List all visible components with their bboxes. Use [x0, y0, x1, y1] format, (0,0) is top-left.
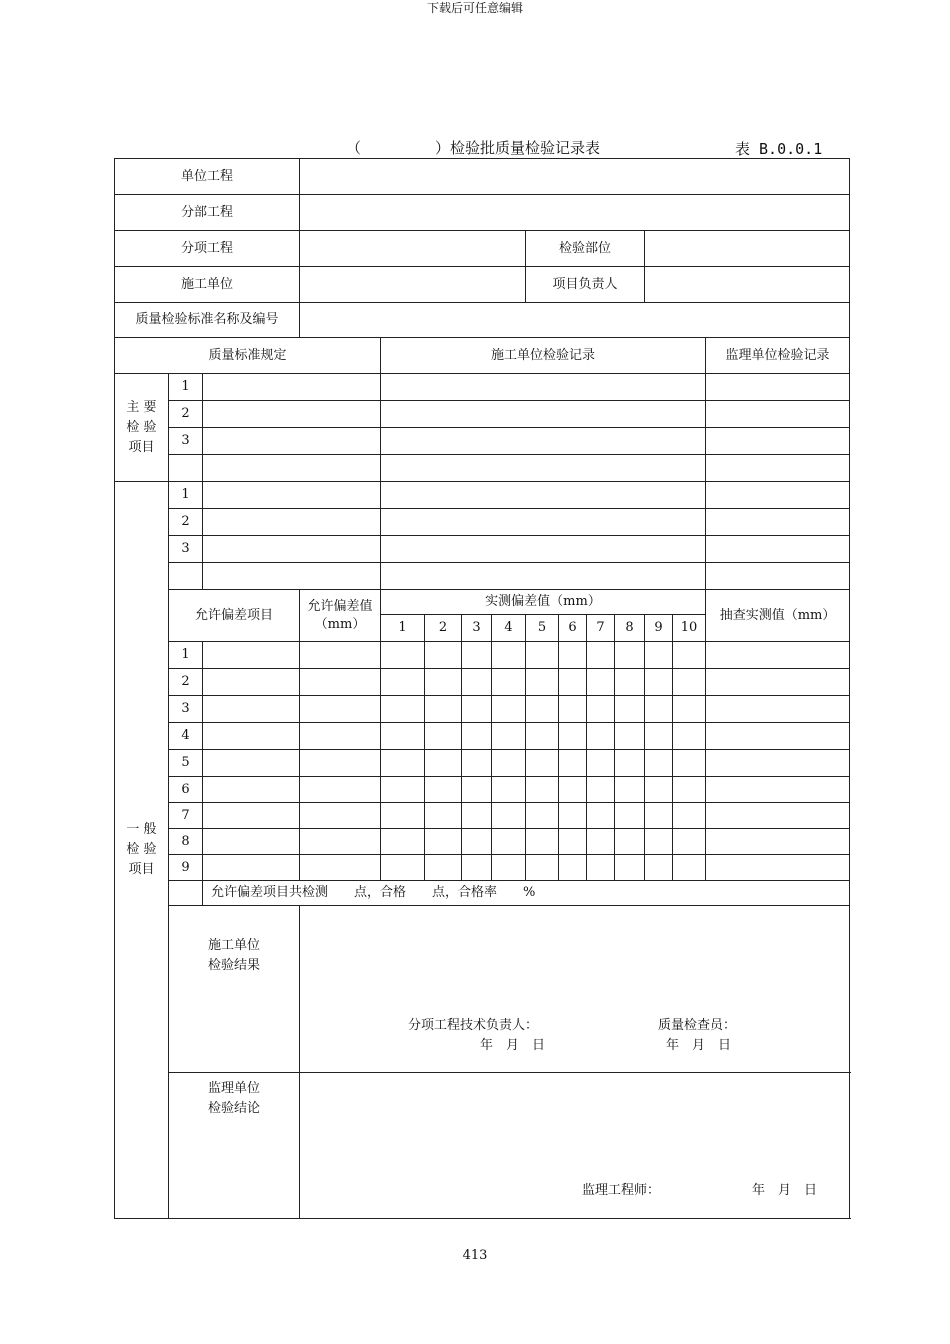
measured-cell[interactable]	[673, 669, 706, 696]
tolerance-item-cell[interactable]	[203, 855, 300, 881]
sample-cell[interactable]	[706, 642, 850, 669]
summary-number-blank	[169, 881, 203, 906]
measured-col: 2	[425, 615, 462, 642]
field-inspect-location[interactable]	[645, 231, 850, 267]
measured-cell[interactable]	[673, 696, 706, 723]
measured-cell[interactable]	[492, 750, 526, 777]
general-item-supervision[interactable]	[706, 536, 850, 563]
header-tolerance-value	[300, 590, 381, 642]
main-item-supervision[interactable]	[706, 428, 850, 455]
sample-cell[interactable]	[706, 829, 850, 855]
measured-cell[interactable]	[673, 803, 706, 829]
measured-cell[interactable]	[559, 829, 587, 855]
measured-col: 3	[462, 615, 492, 642]
general-item-standard[interactable]	[203, 563, 381, 590]
tolerance-summary: 允许偏差项目共检测 点，合格 点，合格率 %	[203, 881, 850, 906]
measured-cell[interactable]	[587, 803, 615, 829]
measured-cell[interactable]	[673, 777, 706, 803]
sample-cell[interactable]	[706, 803, 850, 829]
qc-date: 年 月 日	[666, 1038, 732, 1053]
general-label-line: 项目	[128, 862, 155, 877]
row-section-header	[115, 338, 850, 374]
tolerance-value-cell[interactable]	[300, 723, 381, 750]
label-unit-project: 单位工程	[115, 159, 300, 195]
measured-cell[interactable]	[492, 669, 526, 696]
general-items-label	[115, 482, 169, 1219]
measured-cell[interactable]	[425, 829, 462, 855]
form-code: 表 B.0.0.1	[735, 140, 823, 158]
general-item-standard[interactable]	[203, 536, 381, 563]
general-item-number: 1	[169, 482, 203, 509]
measured-cell[interactable]	[587, 696, 615, 723]
measured-cell[interactable]	[526, 750, 559, 777]
main-item-row	[115, 455, 850, 482]
construction-result-row	[115, 906, 850, 1073]
measured-cell[interactable]	[559, 642, 587, 669]
field-item-project[interactable]	[300, 231, 526, 267]
form-title	[346, 137, 600, 158]
qc-signature: 质量检查员：	[658, 1018, 737, 1033]
sample-cell[interactable]	[706, 723, 850, 750]
sample-cell[interactable]	[706, 777, 850, 803]
construction-result-label	[169, 906, 300, 1073]
measured-cell[interactable]	[645, 723, 673, 750]
label-construction-unit: 施工单位	[115, 267, 300, 303]
measured-cell[interactable]	[559, 777, 587, 803]
measured-cell[interactable]	[381, 723, 425, 750]
measured-cell[interactable]	[645, 777, 673, 803]
measured-cell[interactable]	[492, 803, 526, 829]
construction-result-label-line: 检验结果	[207, 958, 260, 973]
measured-cell[interactable]	[381, 829, 425, 855]
row-unit-project	[115, 159, 850, 195]
inspection-record-table	[114, 158, 850, 1219]
label-inspect-location: 检验部位	[526, 231, 645, 267]
tolerance-item-cell[interactable]	[203, 669, 300, 696]
row-standard-name	[115, 303, 850, 338]
measured-cell[interactable]	[587, 642, 615, 669]
measured-cell[interactable]	[645, 855, 673, 881]
measured-cell[interactable]	[673, 855, 706, 881]
summary-row	[115, 881, 850, 906]
field-unit-project[interactable]	[300, 159, 850, 195]
measured-cell[interactable]	[587, 669, 615, 696]
main-item-row	[115, 428, 850, 455]
main-item-construction[interactable]	[381, 401, 706, 428]
general-item-standard[interactable]	[203, 482, 381, 509]
label-standard-name: 质量检验标准名称及编号	[115, 303, 300, 338]
measured-col: 6	[559, 615, 587, 642]
measured-cell[interactable]	[559, 723, 587, 750]
tolerance-value-cell[interactable]	[300, 803, 381, 829]
tolerance-number: 8	[169, 829, 203, 855]
measured-cell[interactable]	[559, 803, 587, 829]
main-item-construction[interactable]	[381, 428, 706, 455]
measured-cell[interactable]	[462, 777, 492, 803]
measured-cell[interactable]	[462, 669, 492, 696]
tolerance-number: 2	[169, 669, 203, 696]
measured-cell[interactable]	[492, 696, 526, 723]
field-sub-project[interactable]	[300, 195, 850, 231]
construction-result-label-line: 施工单位	[207, 938, 260, 953]
measured-cell[interactable]	[492, 777, 526, 803]
general-label-line: 一 般	[126, 822, 157, 837]
tolerance-row	[115, 750, 850, 777]
general-item-construction[interactable]	[381, 509, 706, 536]
main-item-row	[115, 401, 850, 428]
measured-cell[interactable]	[645, 750, 673, 777]
general-label-line: 检 验	[126, 842, 157, 857]
measured-cell[interactable]	[381, 696, 425, 723]
tolerance-value-cell[interactable]	[300, 855, 381, 881]
main-item-standard[interactable]	[203, 428, 381, 455]
construction-result-field[interactable]	[300, 906, 850, 1073]
measured-cell[interactable]	[673, 642, 706, 669]
supervision-conclusion-label-line: 监理单位	[207, 1081, 260, 1096]
tech-lead-date: 年 月 日	[480, 1038, 546, 1053]
general-item-row	[115, 509, 850, 536]
measured-cell[interactable]	[492, 642, 526, 669]
measured-col: 7	[587, 615, 615, 642]
measured-cell[interactable]	[462, 829, 492, 855]
tolerance-item-cell[interactable]	[203, 723, 300, 750]
measured-cell[interactable]	[615, 750, 645, 777]
supervision-conclusion-row	[115, 1073, 850, 1219]
tolerance-value-line: （mm）	[314, 616, 366, 632]
main-item-standard[interactable]	[203, 455, 381, 482]
measured-cell[interactable]	[425, 855, 462, 881]
measured-cell[interactable]	[462, 642, 492, 669]
measured-cell[interactable]	[615, 829, 645, 855]
tech-lead-signature: 分项工程技术负责人：	[408, 1018, 539, 1033]
tolerance-value-cell[interactable]	[300, 829, 381, 855]
measured-cell[interactable]	[615, 642, 645, 669]
measured-cell[interactable]	[492, 855, 526, 881]
measured-cell[interactable]	[526, 669, 559, 696]
general-item-construction[interactable]	[381, 563, 706, 590]
tolerance-number: 7	[169, 803, 203, 829]
measured-cell[interactable]	[381, 777, 425, 803]
title-text: ）检验批质量检验记录表	[435, 139, 601, 157]
tolerance-row	[115, 642, 850, 669]
header-tolerance-item: 允许偏差项目	[169, 590, 300, 642]
general-item-number: 2	[169, 509, 203, 536]
measured-cell[interactable]	[615, 696, 645, 723]
measured-cell[interactable]	[615, 777, 645, 803]
row-construction-unit	[115, 267, 850, 303]
general-item-number	[169, 563, 203, 590]
tolerance-header-row	[115, 590, 850, 615]
sample-cell[interactable]	[706, 750, 850, 777]
measured-cell[interactable]	[587, 723, 615, 750]
measured-col: 1	[381, 615, 425, 642]
measured-cell[interactable]	[381, 642, 425, 669]
tolerance-item-cell[interactable]	[203, 696, 300, 723]
general-item-row	[115, 563, 850, 590]
measured-col: 4	[492, 615, 526, 642]
tolerance-value-cell[interactable]	[300, 642, 381, 669]
measured-cell[interactable]	[425, 777, 462, 803]
main-label-line: 主 要	[126, 399, 157, 415]
measured-col: 10	[673, 615, 706, 642]
header-measured-deviation: 实测偏差值（mm）	[381, 590, 706, 615]
general-item-standard[interactable]	[203, 509, 381, 536]
label-project-manager: 项目负责人	[526, 267, 645, 303]
measured-cell[interactable]	[462, 803, 492, 829]
measured-cell[interactable]	[526, 829, 559, 855]
main-item-supervision[interactable]	[706, 455, 850, 482]
measured-cell[interactable]	[425, 723, 462, 750]
measured-cell[interactable]	[587, 829, 615, 855]
tolerance-number: 3	[169, 696, 203, 723]
measured-cell[interactable]	[381, 803, 425, 829]
header-standard: 质量标准规定	[115, 338, 381, 374]
tolerance-row	[115, 803, 850, 829]
tolerance-value-cell[interactable]	[300, 696, 381, 723]
measured-cell[interactable]	[526, 803, 559, 829]
measured-cell[interactable]	[526, 855, 559, 881]
tolerance-row	[115, 669, 850, 696]
tolerance-row	[115, 696, 850, 723]
measured-cell[interactable]	[425, 669, 462, 696]
tolerance-item-cell[interactable]	[203, 829, 300, 855]
tolerance-value-cell[interactable]	[300, 777, 381, 803]
main-item-supervision[interactable]	[706, 374, 850, 401]
tolerance-number: 5	[169, 750, 203, 777]
tolerance-row	[115, 855, 850, 881]
row-sub-project	[115, 195, 850, 231]
main-item-standard[interactable]	[203, 401, 381, 428]
page-number: 413	[462, 1248, 488, 1263]
header-sample-value: 抽查实测值（mm）	[706, 590, 850, 642]
measured-cell[interactable]	[492, 723, 526, 750]
measured-cell[interactable]	[645, 642, 673, 669]
tolerance-value-cell[interactable]	[300, 669, 381, 696]
tolerance-value-cell[interactable]	[300, 750, 381, 777]
tolerance-item-cell[interactable]	[203, 750, 300, 777]
title-open-paren: （	[346, 139, 362, 157]
supervision-conclusion-field[interactable]	[300, 1073, 850, 1219]
main-item-number: 2	[169, 401, 203, 428]
measured-cell[interactable]	[559, 750, 587, 777]
tolerance-item-cell[interactable]	[203, 803, 300, 829]
measured-cell[interactable]	[425, 696, 462, 723]
measured-cell[interactable]	[587, 750, 615, 777]
engineer-signature: 监理工程师：	[582, 1183, 661, 1198]
measured-cell[interactable]	[615, 669, 645, 696]
measured-cell[interactable]	[425, 642, 462, 669]
general-item-construction[interactable]	[381, 536, 706, 563]
main-item-row	[115, 374, 850, 401]
supervision-conclusion-label-line: 检验结论	[207, 1101, 260, 1116]
general-item-supervision[interactable]	[706, 509, 850, 536]
label-item-project: 分项工程	[115, 231, 300, 267]
main-items-label	[115, 374, 169, 482]
field-standard-name[interactable]	[300, 303, 850, 338]
label-sub-project: 分部工程	[115, 195, 300, 231]
tolerance-number: 6	[169, 777, 203, 803]
tolerance-number: 1	[169, 642, 203, 669]
measured-cell[interactable]	[645, 803, 673, 829]
field-project-manager[interactable]	[645, 267, 850, 303]
measured-cell[interactable]	[526, 777, 559, 803]
measured-cell[interactable]	[645, 696, 673, 723]
main-item-supervision[interactable]	[706, 401, 850, 428]
tolerance-number: 9	[169, 855, 203, 881]
main-item-standard[interactable]	[203, 374, 381, 401]
tolerance-row	[115, 829, 850, 855]
sample-cell[interactable]	[706, 669, 850, 696]
measured-cell[interactable]	[462, 723, 492, 750]
header-construction-record: 施工单位检验记录	[381, 338, 706, 374]
measured-cell[interactable]	[673, 829, 706, 855]
measured-cell[interactable]	[645, 669, 673, 696]
measured-col: 8	[615, 615, 645, 642]
supervision-conclusion-label	[169, 1073, 300, 1219]
measured-cell[interactable]	[559, 696, 587, 723]
tolerance-item-cell[interactable]	[203, 642, 300, 669]
measured-cell[interactable]	[587, 777, 615, 803]
measured-cell[interactable]	[645, 829, 673, 855]
main-item-number	[169, 455, 203, 482]
main-item-number: 3	[169, 428, 203, 455]
measured-cell[interactable]	[559, 669, 587, 696]
measured-cell[interactable]	[526, 723, 559, 750]
tolerance-row	[115, 723, 850, 750]
measured-cell[interactable]	[673, 723, 706, 750]
tolerance-value-line: 允许偏差值	[307, 598, 373, 614]
measured-cell[interactable]	[673, 750, 706, 777]
header-note: 下载后可任意编辑	[426, 1, 523, 15]
general-item-construction[interactable]	[381, 482, 706, 509]
measured-cell[interactable]	[615, 855, 645, 881]
measured-cell[interactable]	[425, 803, 462, 829]
measured-cell[interactable]	[381, 855, 425, 881]
main-label-line: 检 验	[126, 419, 157, 435]
measured-col: 5	[526, 615, 559, 642]
measured-cell[interactable]	[587, 855, 615, 881]
engineer-date: 年 月 日	[752, 1183, 818, 1198]
general-item-number: 3	[169, 536, 203, 563]
measured-cell[interactable]	[381, 669, 425, 696]
main-label-line: 项目	[128, 439, 155, 455]
field-construction-unit[interactable]	[300, 267, 526, 303]
general-item-supervision[interactable]	[706, 563, 850, 590]
measured-cell[interactable]	[381, 750, 425, 777]
main-item-construction[interactable]	[381, 455, 706, 482]
main-item-construction[interactable]	[381, 374, 706, 401]
measured-cell[interactable]	[462, 750, 492, 777]
tolerance-item-cell[interactable]	[203, 777, 300, 803]
measured-cell[interactable]	[462, 855, 492, 881]
tolerance-row	[115, 777, 850, 803]
measured-cell[interactable]	[492, 829, 526, 855]
header-supervision-record: 监理单位检验记录	[706, 338, 850, 374]
measured-cell[interactable]	[526, 696, 559, 723]
tolerance-number: 4	[169, 723, 203, 750]
main-item-number: 1	[169, 374, 203, 401]
sample-cell[interactable]	[706, 696, 850, 723]
general-item-row	[115, 482, 850, 509]
general-item-row	[115, 536, 850, 563]
measured-cell[interactable]	[425, 750, 462, 777]
row-item-project	[115, 231, 850, 267]
sample-cell[interactable]	[706, 855, 850, 881]
measured-cell[interactable]	[559, 855, 587, 881]
measured-col: 9	[645, 615, 673, 642]
general-item-supervision[interactable]	[706, 482, 850, 509]
measured-cell[interactable]	[615, 723, 645, 750]
measured-cell[interactable]	[526, 642, 559, 669]
measured-cell[interactable]	[462, 696, 492, 723]
measured-cell[interactable]	[615, 803, 645, 829]
